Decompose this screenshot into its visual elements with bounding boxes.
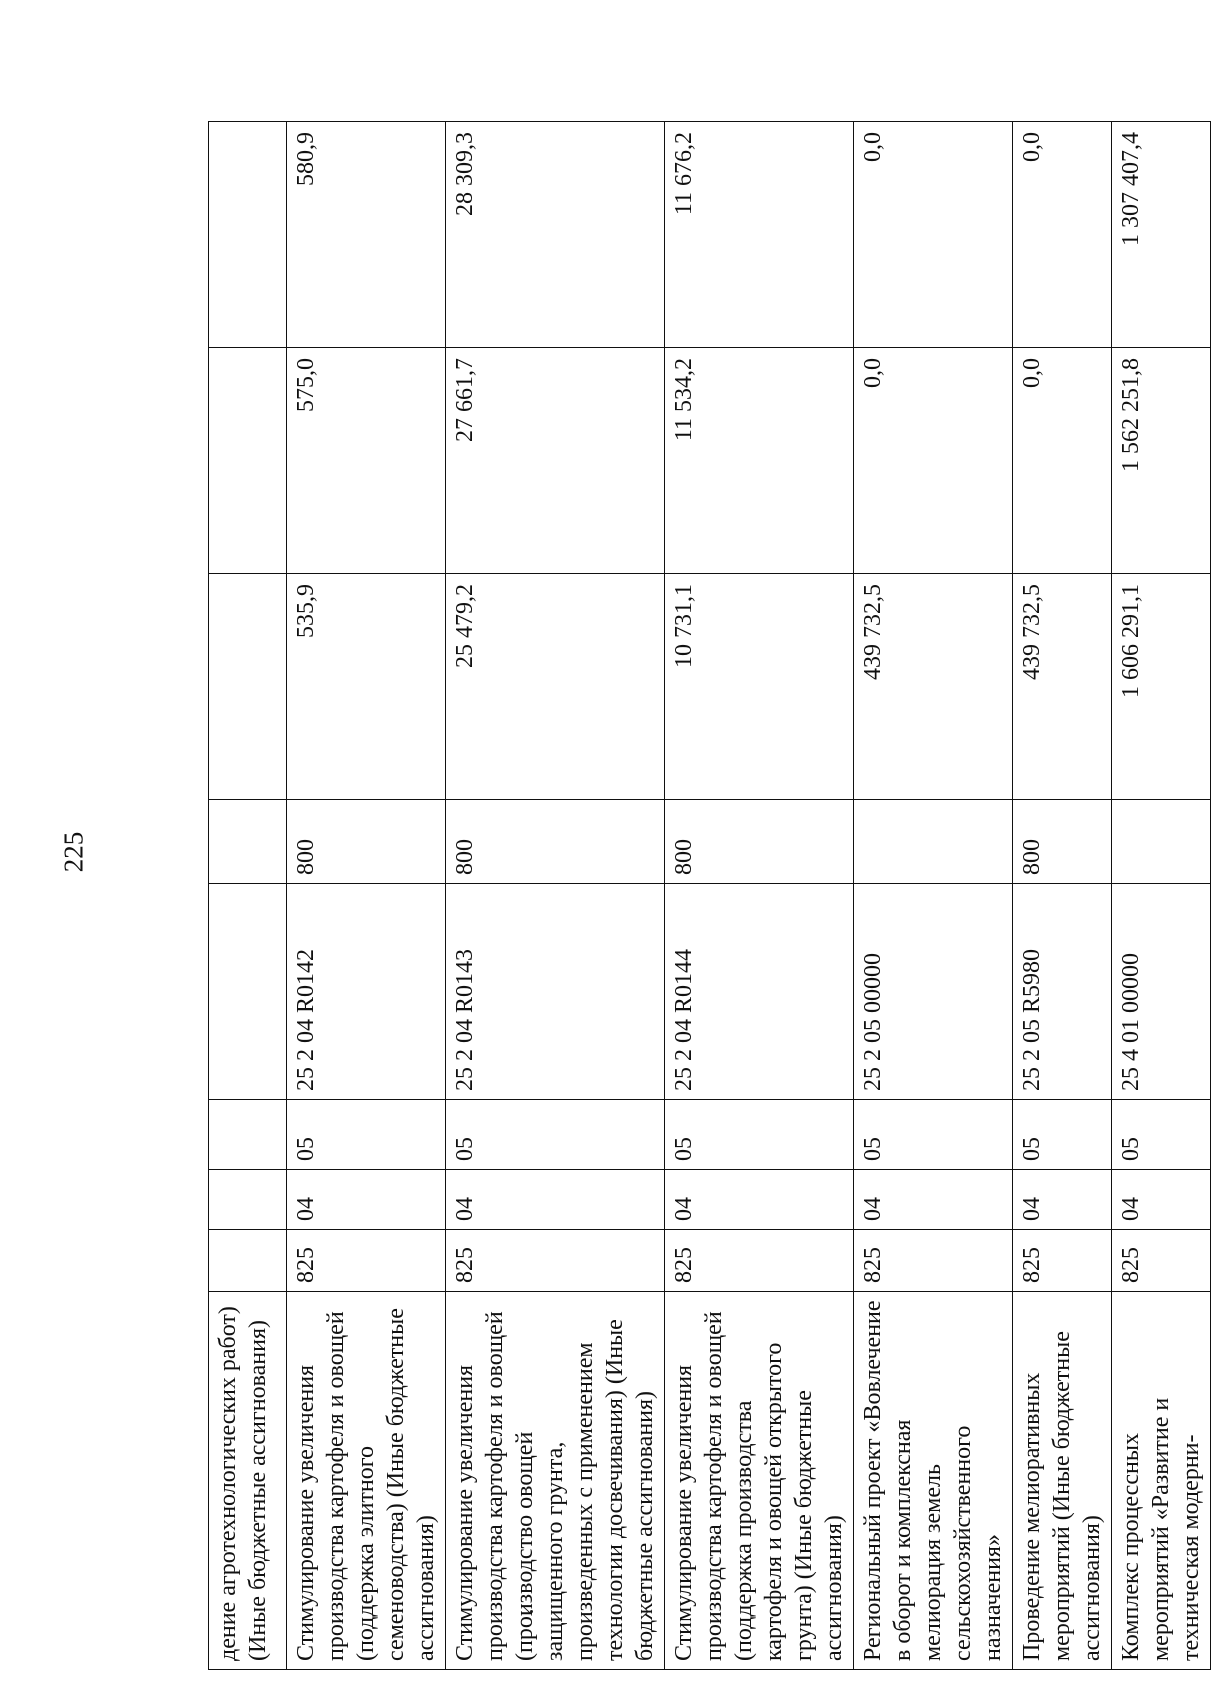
table-row: [1112, 122, 1211, 1670]
row-sum-3: 0,0: [1013, 122, 1112, 348]
row-sum-3: 580,9: [287, 122, 446, 348]
row-rz: 04: [1013, 1170, 1112, 1230]
row-csr: 25 2 05 00000: [854, 884, 1013, 1100]
row-sum-1: 439 732,5: [854, 574, 1013, 800]
row-sum-1: 1 606 291,1: [1112, 574, 1211, 800]
row-pr: 05: [1013, 1100, 1112, 1170]
row-sum-2: 0,0: [1013, 348, 1112, 574]
row-rz: 04: [446, 1170, 665, 1230]
row-vr: 800: [665, 800, 854, 884]
table-row: [287, 122, 446, 1670]
row-csr: 25 2 04 R0142: [287, 884, 446, 1100]
row-csr: [209, 884, 287, 1100]
row-ved: 825: [1013, 1230, 1112, 1292]
row-sum-3: [209, 122, 287, 348]
row-rz: 04: [854, 1170, 1013, 1230]
row-name: Региональный проект «Вовлечение в оборот и комплексная мелиорация земель сельскохозяйственного назначения»: [854, 1292, 1013, 1670]
row-sum-1: 535,9: [287, 574, 446, 800]
row-rz: 04: [665, 1170, 854, 1230]
row-vr: [209, 800, 287, 884]
row-name: Стимулирование увеличения производства картофеля и овощей (поддержка элитного семеноводства) (Иные бюджетные ассигнования): [287, 1292, 446, 1670]
row-pr: 05: [446, 1100, 665, 1170]
row-sum-1: 10 731,1: [665, 574, 854, 800]
row-pr: 05: [665, 1100, 854, 1170]
row-csr: 25 2 05 R5980: [1013, 884, 1112, 1100]
row-sum-2: 0,0: [854, 348, 1013, 574]
budget-table-wrapper: [208, 122, 1204, 1670]
row-name: Комплекс процессных мероприятий «Развитие и техническая модерни-: [1112, 1292, 1211, 1670]
row-ved: 825: [854, 1230, 1013, 1292]
budget-table: [208, 121, 1211, 1670]
row-csr: 25 4 01 00000: [1112, 884, 1211, 1100]
row-sum-3: 28 309,3: [446, 122, 665, 348]
row-ved: 825: [665, 1230, 854, 1292]
row-sum-3: 1 307 407,4: [1112, 122, 1211, 348]
row-name: Стимулирование увеличения производства картофеля и овощей (поддержка производства картофеля и овощей открытого грунта) (Иные бюджетные ассигнования): [665, 1292, 854, 1670]
table-row: [1013, 122, 1112, 1670]
row-rz: [209, 1170, 287, 1230]
row-sum-2: 1 562 251,8: [1112, 348, 1211, 574]
row-sum-1: [209, 574, 287, 800]
row-vr: 800: [446, 800, 665, 884]
table-row: [209, 122, 287, 1670]
row-vr: [854, 800, 1013, 884]
row-sum-3: 0,0: [854, 122, 1013, 348]
row-rz: 04: [287, 1170, 446, 1230]
row-pr: 05: [854, 1100, 1013, 1170]
row-pr: 05: [1112, 1100, 1211, 1170]
table-row: [446, 122, 665, 1670]
row-sum-2: 575,0: [287, 348, 446, 574]
row-sum-1: 439 732,5: [1013, 574, 1112, 800]
row-vr: 800: [1013, 800, 1112, 884]
row-name: Проведение мелиоративных мероприятий (Иные бюджетные ассигнования): [1013, 1292, 1112, 1670]
row-pr: 05: [287, 1100, 446, 1170]
row-sum-2: [209, 348, 287, 574]
row-pr: [209, 1100, 287, 1170]
table-row: [665, 122, 854, 1670]
row-csr: 25 2 04 R0143: [446, 884, 665, 1100]
row-vr: [1112, 800, 1211, 884]
row-sum-2: 11 534,2: [665, 348, 854, 574]
row-sum-2: 27 661,7: [446, 348, 665, 574]
row-ved: 825: [287, 1230, 446, 1292]
row-vr: 800: [287, 800, 446, 884]
row-ved: [209, 1230, 287, 1292]
row-csr: 25 2 04 R0144: [665, 884, 854, 1100]
row-rz: 04: [1112, 1170, 1211, 1230]
table-row: [854, 122, 1013, 1670]
row-ved: 825: [1112, 1230, 1211, 1292]
row-sum-1: 25 479,2: [446, 574, 665, 800]
page-number: 225: [58, 831, 89, 873]
row-name: Стимулирование увеличения производства картофеля и овощей (производство овощей защищенного грунта, произведенных с применением технологии досвечивания) (Иные бюджетные ассигнования): [446, 1292, 665, 1670]
row-sum-3: 11 676,2: [665, 122, 854, 348]
row-name: дение агротехнологических работ) (Иные бюджетные ассигнования): [209, 1292, 287, 1670]
row-ved: 825: [446, 1230, 665, 1292]
